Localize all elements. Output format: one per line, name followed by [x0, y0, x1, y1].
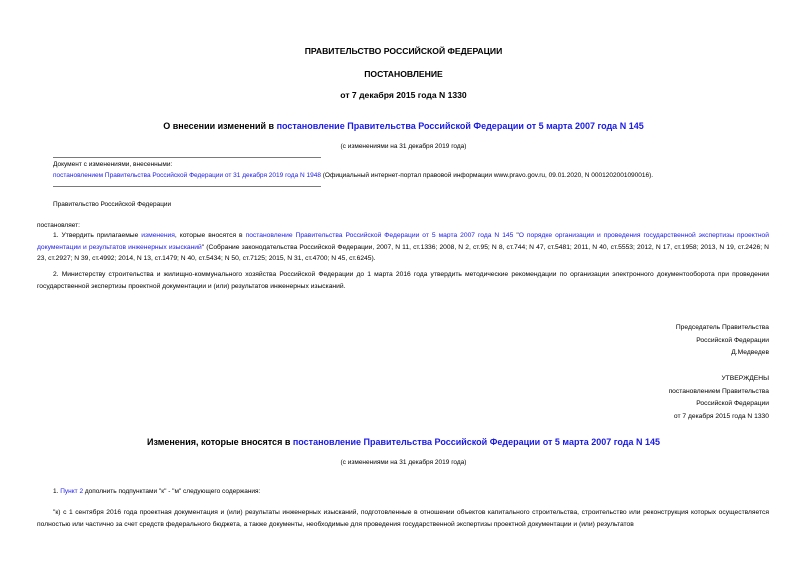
clause-2: 2. Министерству строительства и жилищно-коммунального хозяйства Российской Федерации до 1 марта 2016 года утвердить методические рекомендации по организации электронного документооборота при проведении государственной экспертизы проектной документации и (или) результатов инженерных изысканий.	[37, 271, 769, 290]
signature-title: Председатель Правительства	[675, 324, 769, 331]
approved-heading: УТВЕРЖДЕНЫ	[721, 375, 769, 382]
document-title	[0, 121, 807, 131]
date-number-heading: от 7 декабря 2015 года N 1330	[340, 90, 467, 100]
item-1-clause-link[interactable]: Пункт 2	[60, 488, 84, 495]
changes-title-link[interactable]: постановление Правительства Российской Федерации от 5 марта 2007 года N 145	[292, 437, 661, 447]
approved-block	[669, 373, 769, 423]
signature-block	[676, 322, 769, 360]
changes-box-label: Документ с изменениями, внесенными:	[53, 161, 173, 168]
clause-1-text-d: " (Собрание законодательства Российской Федерации, 2007, N 11, ст.1336; 2008, N 2, ст.95; N 8, ст.744; N 47, ст.5481; 2011, N 40, ст.5553; 2012, N 17, ст.1958; 2013, N 19, ст.2426; N 23, ст.2927; N 39, ст.4992; 2014, N 13, ст.1479; N 40, ст.5434; N 50, ст.7125; 2015, N 31, ст.4700; N 45, ст.6245).	[37, 243, 769, 262]
changes-title-prefix: Изменения, которые вносятся в	[146, 437, 293, 447]
changes-box-top-rule	[53, 157, 321, 158]
approved-date: от 7 декабря 2015 года N 1330	[673, 412, 769, 420]
changes-box-link[interactable]: постановлением Правительства Российской Федерации от 31 декабря 2019 года N 1948	[53, 172, 321, 179]
changes-box-source: (Официальный интернет-портал правовой информации www.pravo.gov.ru, 09.01.2020, N 0001202001090016).	[320, 172, 654, 179]
changes-title	[0, 437, 807, 447]
preamble-resolves: постановляет:	[37, 222, 80, 229]
clause-1-order-link[interactable]: О порядке организации и проведения государственной экспертизы проектной документации и результатов инженерных изысканий	[37, 232, 769, 251]
changes-revision-note: (с изменениями на 31 декабря 2019 года)	[340, 459, 467, 466]
clause-1-text-a: 1. Утвердить прилагаемые	[53, 232, 142, 239]
changes-box-bottom-rule	[53, 186, 321, 187]
item-1	[53, 488, 260, 495]
clause-1-text-c: "	[513, 232, 519, 239]
doc-type-heading: ПОСТАНОВЛЕНИЕ	[364, 69, 443, 79]
item-1-lead: 1.	[53, 488, 61, 495]
item-k: "к) с 1 сентября 2016 года проектная документация и (или) результаты инженерных изысканий, подготовленные в отношении объектов капитального строительства, строительство или реконструкция которых осуществляется полностью или частично за счет средств федерального бюджета, а также документы, необходимые для проведения государственной экспертизы проектной документации и (или) результатов	[37, 509, 769, 528]
signature-name: Д.Медведев	[731, 349, 769, 356]
clause-1	[37, 230, 769, 265]
title-link[interactable]: постановление Правительства Российской Федерации от 5 марта 2007 года N 145	[276, 121, 644, 131]
clause-1-changes-link[interactable]: изменения	[141, 232, 175, 239]
changes-box-entry	[53, 172, 773, 179]
preamble-actor: Правительство Российской Федерации	[53, 201, 172, 208]
org-heading: ПРАВИТЕЛЬСТВО РОССИЙСКОЙ ФЕДЕРАЦИИ	[304, 46, 503, 56]
revision-note: (с изменениями на 31 декабря 2019 года)	[340, 143, 467, 150]
title-prefix: О внесении изменений в	[163, 121, 277, 131]
item-1-text: дополнить подпунктами "к" - "м" следующего содержания:	[83, 488, 261, 495]
signature-country: Российской Федерации	[696, 336, 769, 344]
clause-1-text-b: , которые вносятся в	[174, 232, 246, 239]
approved-by: постановлением Правительства	[668, 387, 769, 395]
clause-1-decree-link[interactable]: постановление Правительства Российской Федерации от 5 марта 2007 года N 145	[245, 232, 514, 239]
approved-country: Российской Федерации	[696, 400, 769, 407]
